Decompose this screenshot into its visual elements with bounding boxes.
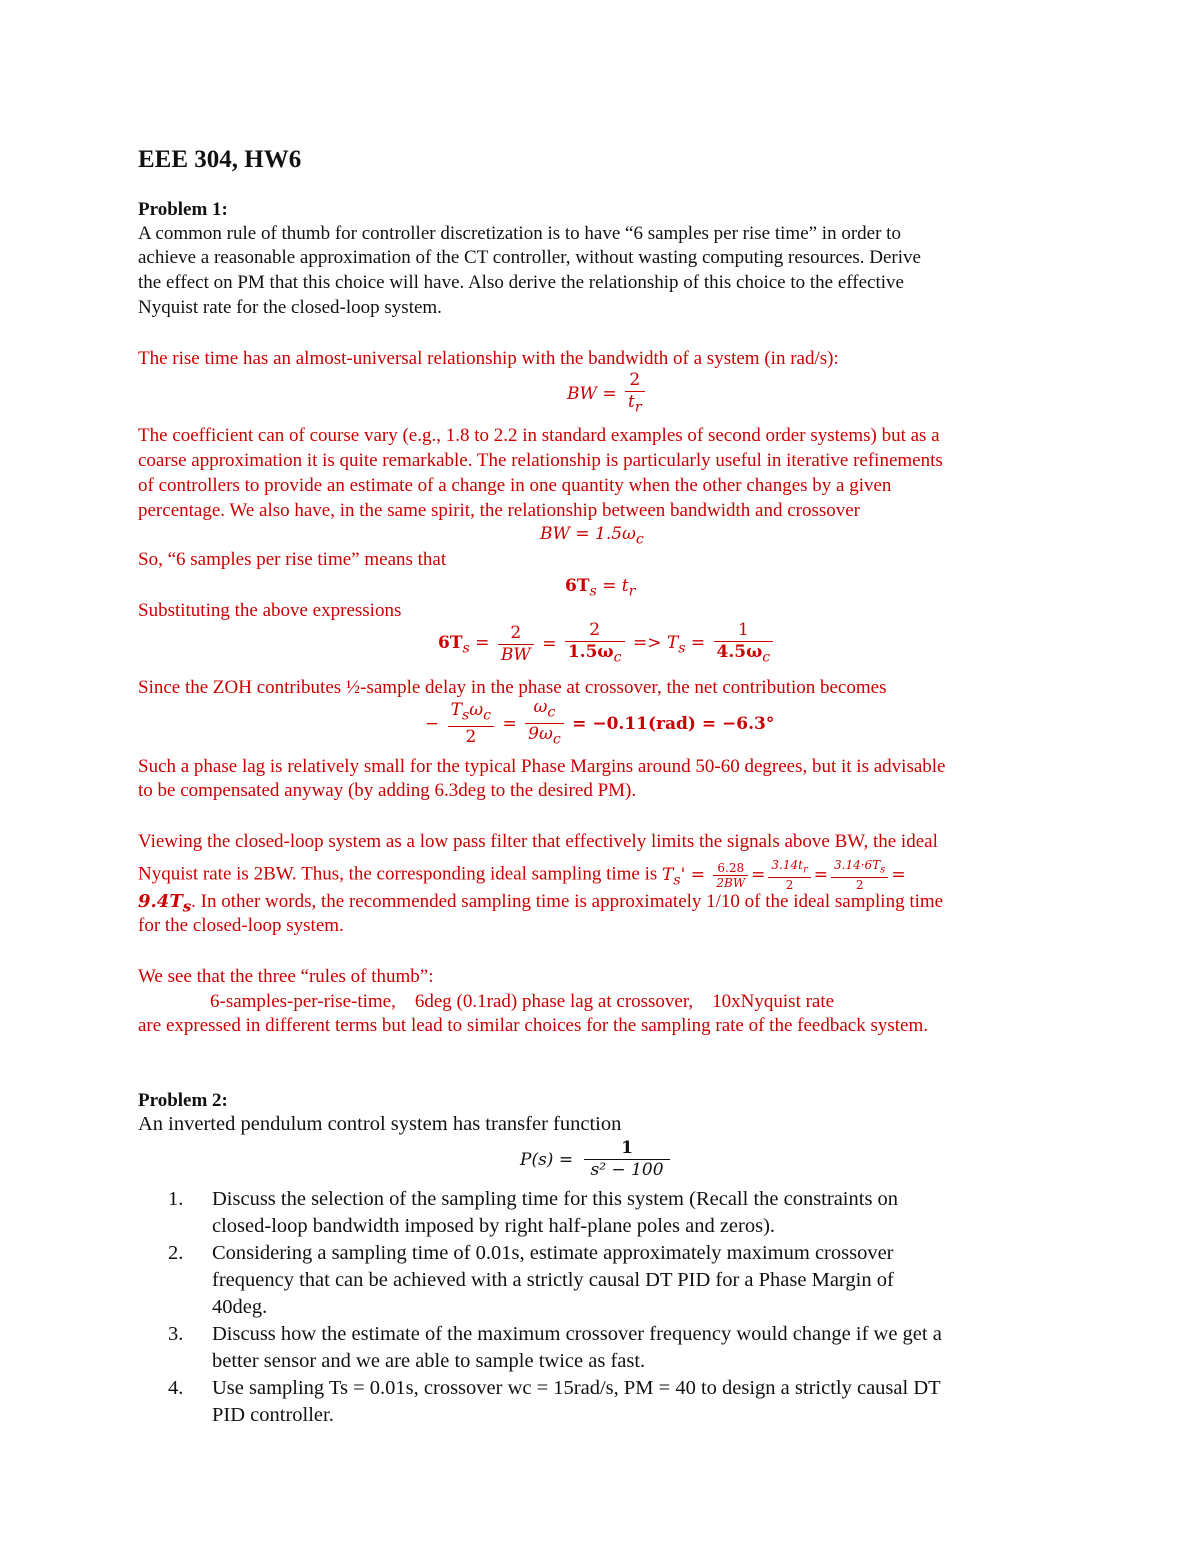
result-sub: s bbox=[182, 897, 192, 916]
nyquist-equation: $T_s'$ = $\frac{6.28}{2BW}$ = $\frac{3.14t_r}{2}$ = $\frac{3.14\cdot 6T_s}{2}$ = bbox=[662, 858, 906, 893]
ts-sub: s bbox=[673, 872, 681, 889]
problem1-statement-line: the effect on PM that this choice will have. Also derive the relationship of this choice to the effective bbox=[138, 272, 904, 293]
fraction bbox=[584, 1138, 669, 1181]
nyquist-text: . In other words, the recommended sampling time is approximately 1/10 of the ideal sampling time bbox=[191, 891, 944, 912]
denominator bbox=[525, 724, 564, 750]
rules-intro: We see that the three “rules of thumb”: bbox=[138, 966, 434, 987]
list-item bbox=[168, 1240, 1068, 1321]
item-line: better sensor and we are able to sample twice as fast. bbox=[212, 1350, 646, 1372]
item-number: 3. bbox=[168, 1323, 184, 1345]
den-sub: r bbox=[634, 399, 642, 416]
equals-sign: = bbox=[542, 634, 557, 655]
nyquist-line: Viewing the closed-loop system as a low pass filter that effectively limits the signals above BW, the ideal bbox=[138, 831, 938, 852]
fraction bbox=[565, 620, 625, 668]
eq-text: BW = 1.5ω bbox=[540, 524, 636, 544]
lhs-text: 6T bbox=[438, 632, 463, 653]
ts-text: T bbox=[662, 864, 674, 885]
arrow-text: => T bbox=[632, 632, 679, 653]
denominator: s² − 100 bbox=[590, 1160, 664, 1180]
eq-a-sub: s bbox=[589, 583, 597, 600]
item-number: 1. bbox=[168, 1188, 184, 1210]
numerator bbox=[831, 858, 888, 878]
denominator: 2 bbox=[785, 878, 794, 893]
num-text: 3.14t bbox=[771, 858, 803, 872]
item-line: Considering a sampling time of 0.01s, estimate approximately maximum crossover bbox=[212, 1242, 894, 1264]
problem2-intro: An inverted pendulum control system has transfer function bbox=[138, 1113, 622, 1135]
fraction bbox=[625, 370, 645, 418]
item-line: Discuss the selection of the sampling time for this system (Recall the constraints on bbox=[212, 1188, 899, 1210]
list-item bbox=[168, 1321, 1068, 1375]
item-line: closed-loop bandwidth imposed by right half-plane poles and zeros). bbox=[212, 1215, 776, 1237]
denominator bbox=[714, 642, 774, 668]
den-sub: c bbox=[552, 731, 561, 748]
numerator bbox=[768, 858, 810, 878]
nyquist-line: for the closed-loop system. bbox=[138, 915, 344, 936]
denominator bbox=[625, 392, 645, 418]
numerator bbox=[525, 697, 564, 724]
equation-substitution bbox=[438, 620, 776, 668]
den-sub: c bbox=[613, 649, 622, 666]
num-sub: r bbox=[802, 864, 808, 876]
equation-phase-lag bbox=[425, 697, 774, 751]
fraction bbox=[713, 861, 748, 890]
eq-lhs: $6T_s$ = bbox=[438, 632, 490, 656]
rules-end: are expressed in different terms but lead to similar choices for the sampling rate of the feedback system. bbox=[138, 1015, 928, 1036]
fraction bbox=[448, 700, 494, 748]
numerator bbox=[448, 700, 494, 727]
eq-b-sub: r bbox=[628, 583, 636, 600]
eq-b: = t bbox=[596, 576, 629, 596]
eq-lhs: BW = bbox=[567, 384, 617, 405]
coef-line: of controllers to provide an estimate of a change in one quantity when the other changes by a given bbox=[138, 475, 892, 496]
eq-sub: c bbox=[635, 531, 644, 548]
denominator: BW bbox=[500, 644, 531, 665]
numerator: 1 bbox=[584, 1138, 669, 1160]
item-number: 4. bbox=[168, 1377, 184, 1399]
problem1-statement-line: A common rule of thumb for controller discretization is to have “6 samples per rise time” in order to bbox=[138, 223, 901, 244]
page-title: EEE 304, HW6 bbox=[138, 146, 302, 173]
num-text: ω bbox=[533, 697, 548, 717]
lag-line: to be compensated anyway (by adding 6.3deg to the desired PM). bbox=[138, 780, 637, 801]
solution-intro: The rise time has an almost-universal relationship with the bandwidth of a system (in rad/s): bbox=[138, 348, 839, 369]
arrow-sub: s bbox=[678, 639, 686, 656]
item-line: frequency that can be achieved with a strictly causal DT PID for a Phase Margin of bbox=[212, 1269, 894, 1291]
fraction bbox=[498, 623, 534, 666]
coef-line: percentage. We also have, in the same spirit, the relationship between bandwidth and crossover bbox=[138, 500, 860, 521]
rules-list: 6-samples-per-rise-time, 6deg (0.1rad) phase lag at crossover, 10xNyquist rate bbox=[210, 991, 835, 1012]
nyquist-text: Nyquist rate is 2BW. Thus, the corresponding ideal sampling time is bbox=[138, 863, 663, 885]
nyquist-result bbox=[138, 891, 192, 916]
numerator: 2 bbox=[498, 623, 534, 645]
fraction bbox=[768, 858, 810, 892]
lhs-sub: s bbox=[462, 639, 470, 656]
num-text: 3.14·6T bbox=[834, 858, 881, 872]
nyquist-line bbox=[138, 858, 906, 893]
eq-a: 6T bbox=[565, 576, 590, 596]
problem1-statement-line: achieve a reasonable approximation of the CT controller, without wasting computing resources. Derive bbox=[138, 247, 921, 268]
numerator: 2 bbox=[625, 370, 645, 392]
equation-6ts bbox=[565, 576, 635, 599]
coef-line: The coefficient can of course vary (e.g., 1.8 to 2.2 in standard examples of second order systems) but as a bbox=[138, 425, 940, 446]
equation-bw-crossover bbox=[540, 524, 644, 547]
problem1-statement-line: Nyquist rate for the closed-loop system. bbox=[138, 297, 442, 318]
item-number: 2. bbox=[168, 1242, 184, 1264]
den-text: t bbox=[628, 392, 635, 412]
den-text: 9ω bbox=[528, 724, 553, 745]
numerator: 6.28 bbox=[713, 861, 748, 876]
minus-sign: − bbox=[425, 713, 440, 734]
lag-line: Such a phase lag is relatively small for the typical Phase Margins around 50-60 degrees, but it is advisable bbox=[138, 756, 946, 777]
equation-bw-rise-time bbox=[567, 370, 648, 418]
item-line: Use sampling Ts = 0.01s, crossover wc = 15rad/s, PM = 40 to design a strictly causal DT bbox=[212, 1377, 941, 1399]
fraction bbox=[831, 858, 888, 892]
problem1-heading: Problem 1: bbox=[138, 199, 228, 220]
item-line: 40deg. bbox=[212, 1296, 268, 1318]
item-line: PID controller. bbox=[212, 1404, 334, 1426]
den-text: 1.5ω bbox=[567, 642, 614, 662]
phase-result: = −0.11(rad) = −6.3° bbox=[572, 713, 775, 734]
equals-sign: = bbox=[502, 713, 517, 734]
denominator: 2 bbox=[855, 878, 864, 893]
denominator bbox=[565, 642, 625, 668]
result-text: 9.4T bbox=[138, 891, 183, 912]
num-sub: s bbox=[462, 707, 470, 724]
prime-eq: ' = bbox=[680, 864, 705, 885]
problem2-heading: Problem 2: bbox=[138, 1090, 228, 1111]
equation-transfer-function bbox=[520, 1138, 673, 1181]
coef-line: coarse approximation it is quite remarkable. The relationship is particularly useful in iterative refinements bbox=[138, 450, 943, 471]
list-item bbox=[168, 1186, 1068, 1240]
implies-sign: => $T_s$ = bbox=[632, 632, 706, 656]
list-item bbox=[168, 1375, 1068, 1429]
denominator: 2 bbox=[465, 727, 477, 748]
zoh-line: Since the ZOH contributes ½-sample delay in the phase at crossover, the net contribution becomes bbox=[138, 677, 887, 698]
substitute-line: Substituting the above expressions bbox=[138, 600, 402, 621]
eq-lhs: P(s) = bbox=[520, 1149, 574, 1170]
so-line: So, “6 samples per rise time” means that bbox=[138, 549, 447, 570]
fraction bbox=[525, 697, 564, 751]
den-sub: c bbox=[762, 649, 771, 666]
den-text: 4.5ω bbox=[716, 642, 763, 662]
numerator: 2 bbox=[565, 620, 625, 642]
item-line: Discuss how the estimate of the maximum crossover frequency would change if we get a bbox=[212, 1323, 942, 1345]
num-sub2: c bbox=[483, 707, 492, 724]
fraction bbox=[714, 620, 774, 668]
problem2-question-list bbox=[168, 1186, 1068, 1429]
denominator: 2BW bbox=[716, 875, 746, 890]
numerator: 1 bbox=[714, 620, 774, 642]
num-sub: s bbox=[880, 864, 886, 876]
num-text: T bbox=[450, 699, 462, 720]
num-text2: ω bbox=[469, 699, 484, 720]
num-sub: c bbox=[547, 704, 556, 721]
